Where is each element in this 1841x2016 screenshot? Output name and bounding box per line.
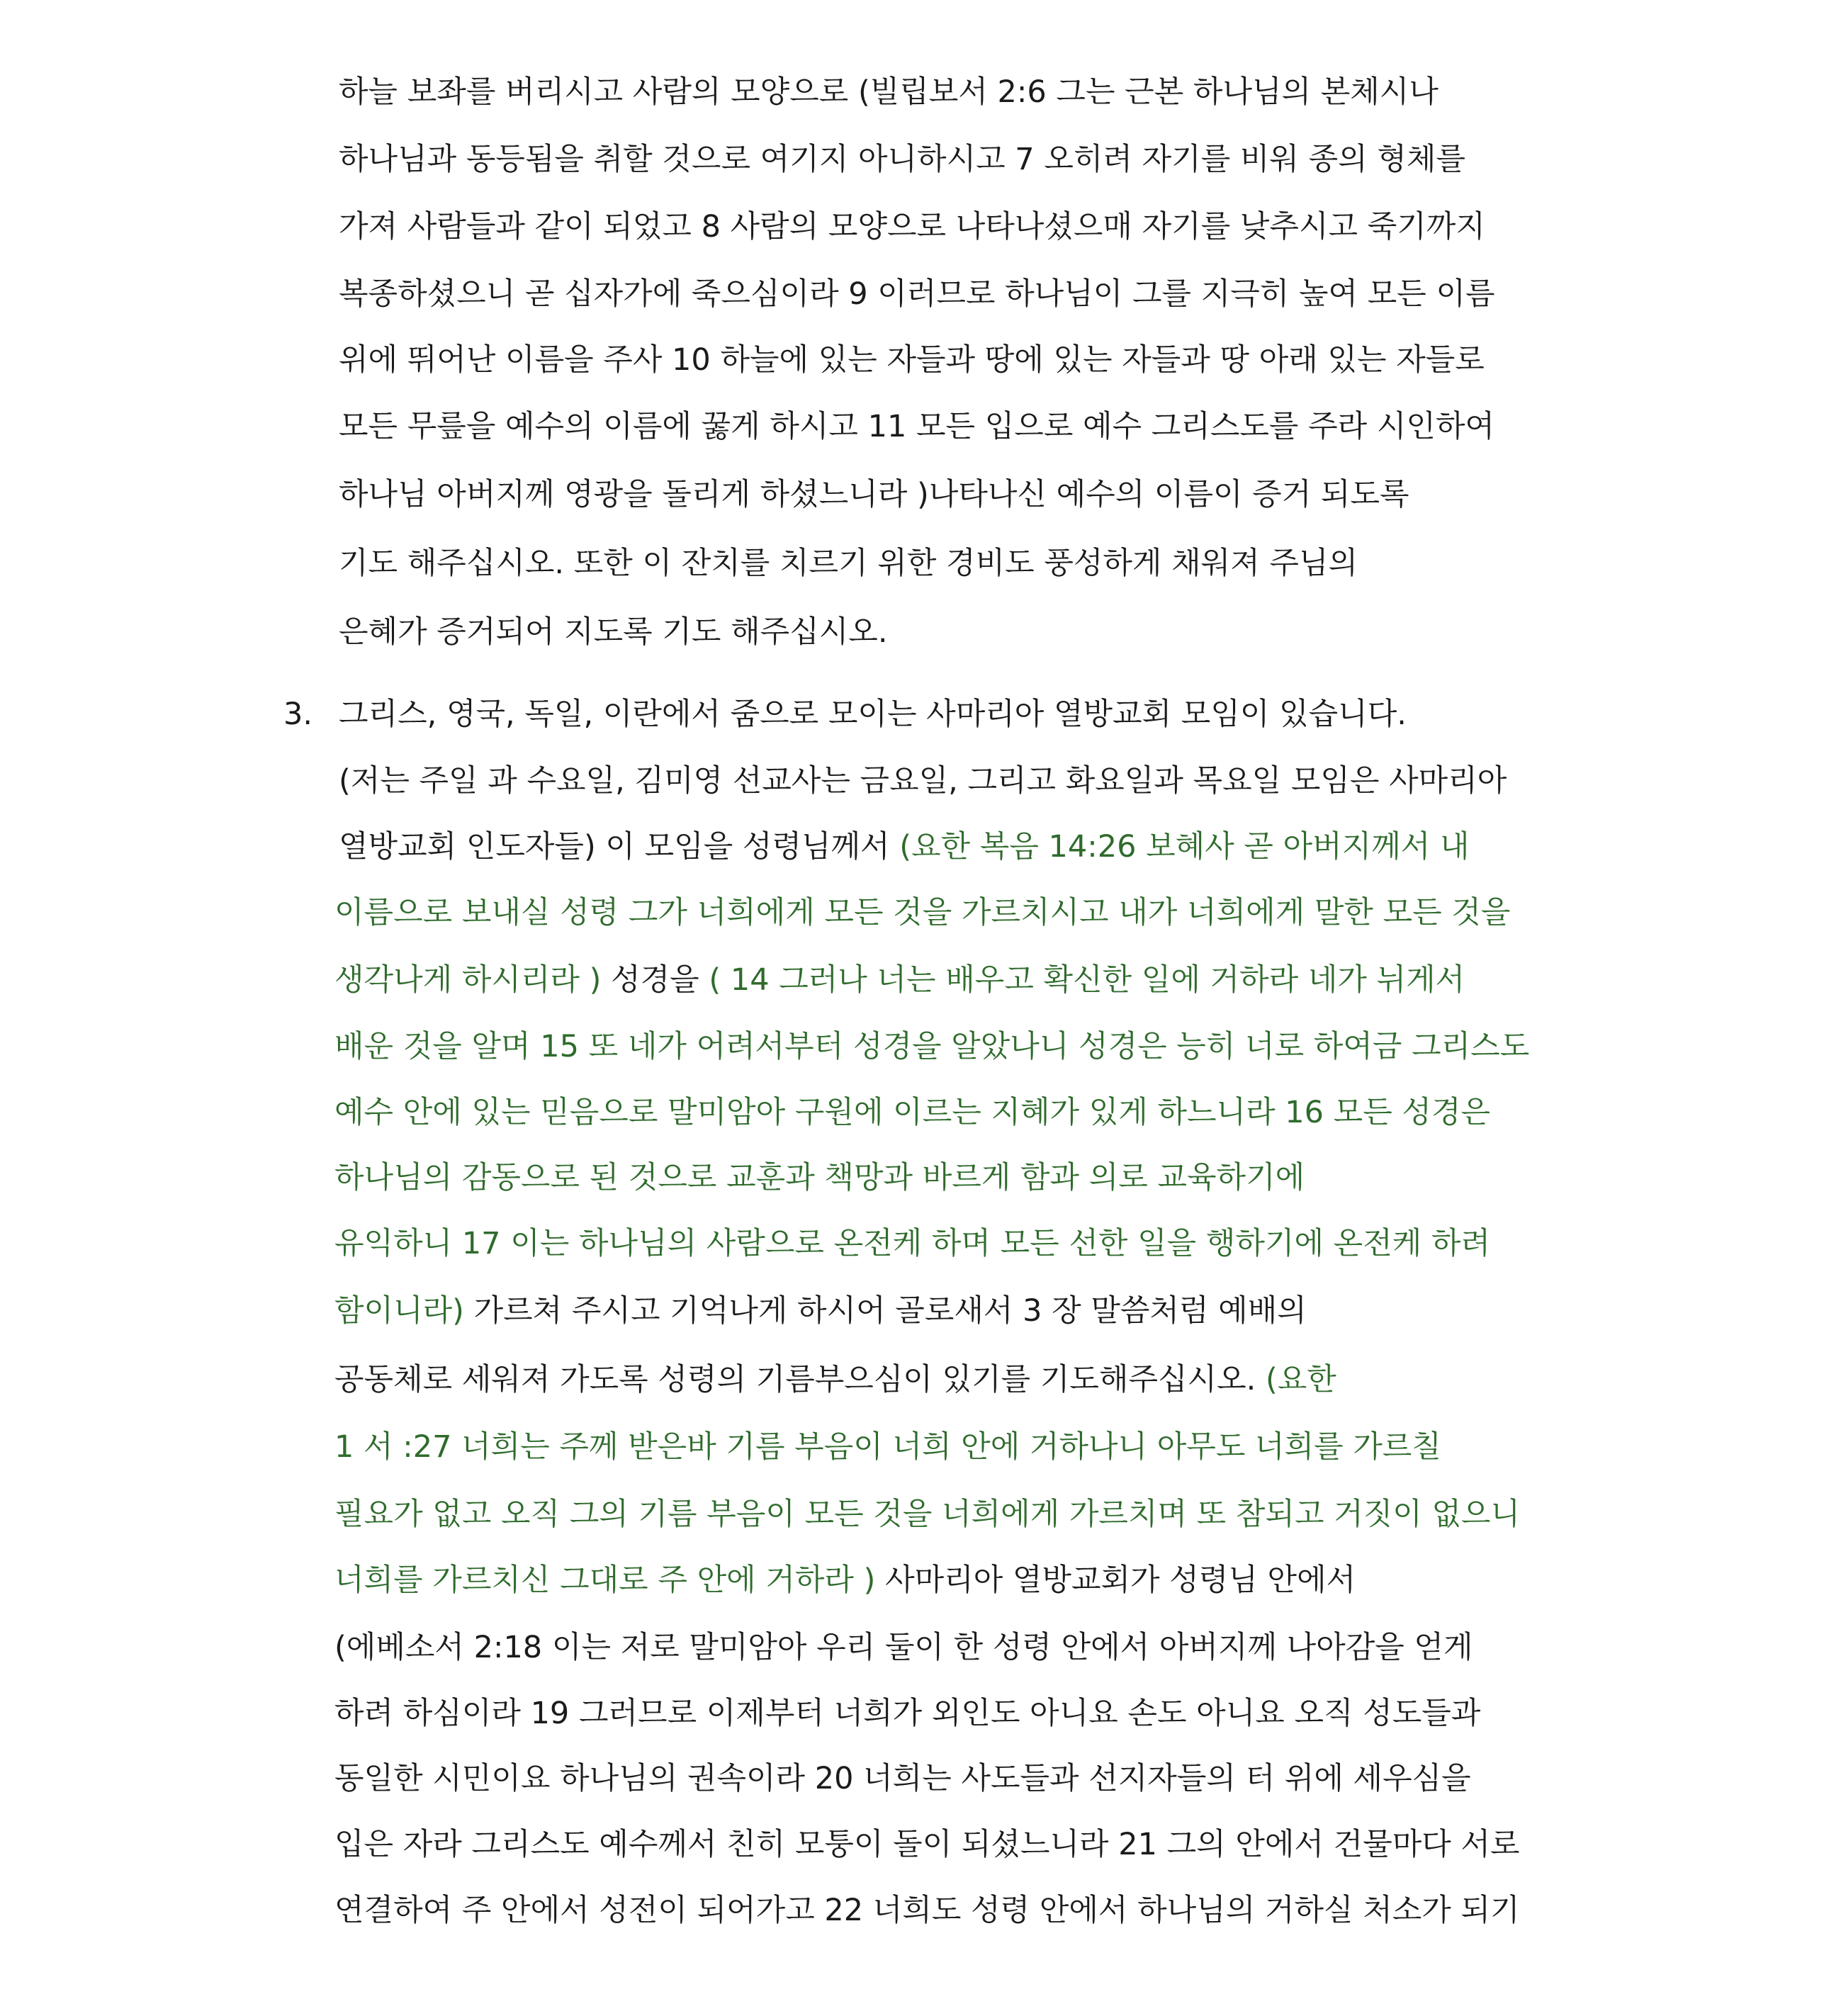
text-line	[334, 1823, 1520, 1866]
scripture-segment: 1 서 :27 너희는 주께 받은바 기름 부음이 너희 안에 거하나니 아무도 너희를 가르칠	[334, 1429, 1441, 1465]
text-segment: 가르쳐 주시고 기억나게 하시어 골로새서 3 장 말씀처럼 예배의	[473, 1293, 1307, 1329]
scripture-segment: 너희를 가르치신 그대로 주 안에 거하라 )	[334, 1562, 886, 1598]
text-segment: 입은 자라 그리스도 예수께서 친히 모퉁이 돌이 되셨느니라 21 그의 안에서 건물마다 서로	[334, 1827, 1520, 1862]
scripture-segment: 필요가 없고 오직 그의 기름 부음이 모든 것을 너희에게 가르치며 또 참되고 거짓이 없으니	[334, 1497, 1521, 1532]
text-segment: 그리스, 영국, 독일, 이란에서 줌으로 모이는 사마리아 열방교회 모임이 있습니다.	[339, 697, 1407, 732]
text-line	[334, 1493, 1520, 1536]
scripture-segment: 함이니라)	[334, 1293, 474, 1329]
text-line	[334, 959, 1465, 1001]
text-segment: 사마리아 열방교회가 성령님 안에서	[885, 1562, 1356, 1598]
text-line	[339, 205, 1485, 248]
list-marker-3: 3.	[283, 697, 313, 732]
text-segment: 위에 뛰어난 이름을 주사 10 하늘에 있는 자들과 땅에 있는 자들과 땅 아래 있는 자들로	[339, 342, 1485, 378]
scripture-segment: 예수 안에 있는 믿음으로 말미암아 구원에 이르는 지혜가 있게 하느니라 16 모든 성경은	[334, 1095, 1491, 1130]
text-line	[334, 1091, 1490, 1134]
text-line	[334, 1426, 1441, 1468]
text-line	[334, 1290, 1307, 1332]
text-segment: 성경을	[611, 962, 709, 998]
text-segment: 가져 사람들과 같이 되었고 8 사람의 모양으로 나타나셨으매 자기를 낮추시고 죽기까지	[339, 209, 1485, 244]
text-line	[339, 611, 888, 653]
text-segment: 하나님 아버지께 영광을 돌리게 하셨느니라 )나타나신 예수의 이름이 증거 되도록	[339, 477, 1409, 512]
scripture-segment: (요한	[1265, 1362, 1336, 1397]
text-line	[339, 405, 1494, 448]
text-segment: 은혜가 증거되어 지도록 기도 해주십시오.	[339, 614, 888, 650]
text-line	[334, 1559, 1356, 1601]
text-line	[339, 273, 1495, 315]
text-segment: 하려 하심이라 19 그러므로 이제부터 너희가 외인도 아니요 손도 아니요 오직 성도들과	[334, 1696, 1481, 1731]
text-segment: 기도 해주십시오. 또한 이 잔치를 치르기 위한 경비도 풍성하게 채워져 주님의	[339, 546, 1358, 581]
text-line	[339, 473, 1409, 516]
text-line	[334, 1889, 1520, 1932]
text-segment: 하나님과 동등됨을 취할 것으로 여기지 아니하시고 7 오히려 자기를 비워 종의 형체를	[339, 142, 1466, 177]
scripture-segment: 생각나게 하시리라 )	[334, 962, 612, 998]
text-line	[339, 71, 1439, 113]
text-line	[334, 1222, 1490, 1265]
text-line	[339, 542, 1358, 585]
text-line	[334, 1626, 1473, 1669]
text-line	[334, 1757, 1471, 1800]
text-segment: 복종하셨으니 곧 십자가에 죽으심이라 9 이러므로 하나님이 그를 지극히 높여 모든 이름	[339, 276, 1495, 312]
scripture-segment: 유익하니 17 이는 하나님의 사람으로 온전케 하며 모든 선한 일을 행하기에 온전케 하려	[334, 1226, 1491, 1261]
scripture-segment: ( 14 그러나 너는 배우고 확신한 일에 거하라 네가 뉘게서	[709, 962, 1465, 998]
text-segment: 열방교회 인도자들) 이 모임을 성령님께서	[339, 829, 900, 865]
text-line	[334, 1692, 1480, 1735]
text-segment: 모든 무릎을 예수의 이름에 꿇게 하시고 11 모든 입으로 예수 그리스도를 주라 시인하여	[339, 409, 1495, 444]
text-line	[339, 760, 1507, 802]
text-line	[339, 138, 1465, 181]
text-line	[339, 339, 1485, 381]
text-line	[334, 1025, 1529, 1068]
text-line	[334, 1156, 1305, 1199]
scripture-segment: 이름으로 보내실 성령 그가 너희에게 모든 것을 가르치시고 내가 너희에게 말한 모든 것을	[334, 895, 1511, 930]
text-segment: 하늘 보좌를 버리시고 사람의 모양으로 (빌립보서 2:6 그는 근본 하나님의 본체시나	[339, 74, 1439, 110]
scripture-segment: 하나님의 감동으로 된 것으로 교훈과 책망과 바르게 함과 의로 교육하기에	[334, 1160, 1305, 1195]
scripture-segment: (요한 복음 14:26 보혜사 곧 아버지께서 내	[899, 829, 1470, 865]
text-segment: 동일한 시민이요 하나님의 권속이라 20 너희는 사도들과 선지자들의 터 위에 세우심을	[334, 1761, 1471, 1796]
scripture-segment: 배운 것을 알며 15 또 네가 어려서부터 성경을 알았나니 성경은 능히 너로 하여금 그리스도	[334, 1029, 1530, 1064]
text-segment: (저는 주일 과 수요일, 김미영 선교사는 금요일, 그리고 화요일과 목요일 모임은 사마리아	[339, 763, 1507, 799]
text-line	[334, 1358, 1336, 1401]
text-line	[334, 891, 1510, 934]
text-line	[339, 693, 1407, 736]
text-line	[339, 826, 1470, 868]
text-segment: (에베소서 2:18 이는 저로 말미암아 우리 둘이 한 성령 안에서 아버지께 나아감을 얻게	[334, 1630, 1473, 1665]
text-segment: 공동체로 세워져 가도록 성령의 기름부으심이 있기를 기도해주십시오.	[334, 1362, 1266, 1397]
text-segment: 연결하여 주 안에서 성전이 되어가고 22 너희도 성령 안에서 하나님의 거하실 처소가 되기	[334, 1893, 1520, 1928]
